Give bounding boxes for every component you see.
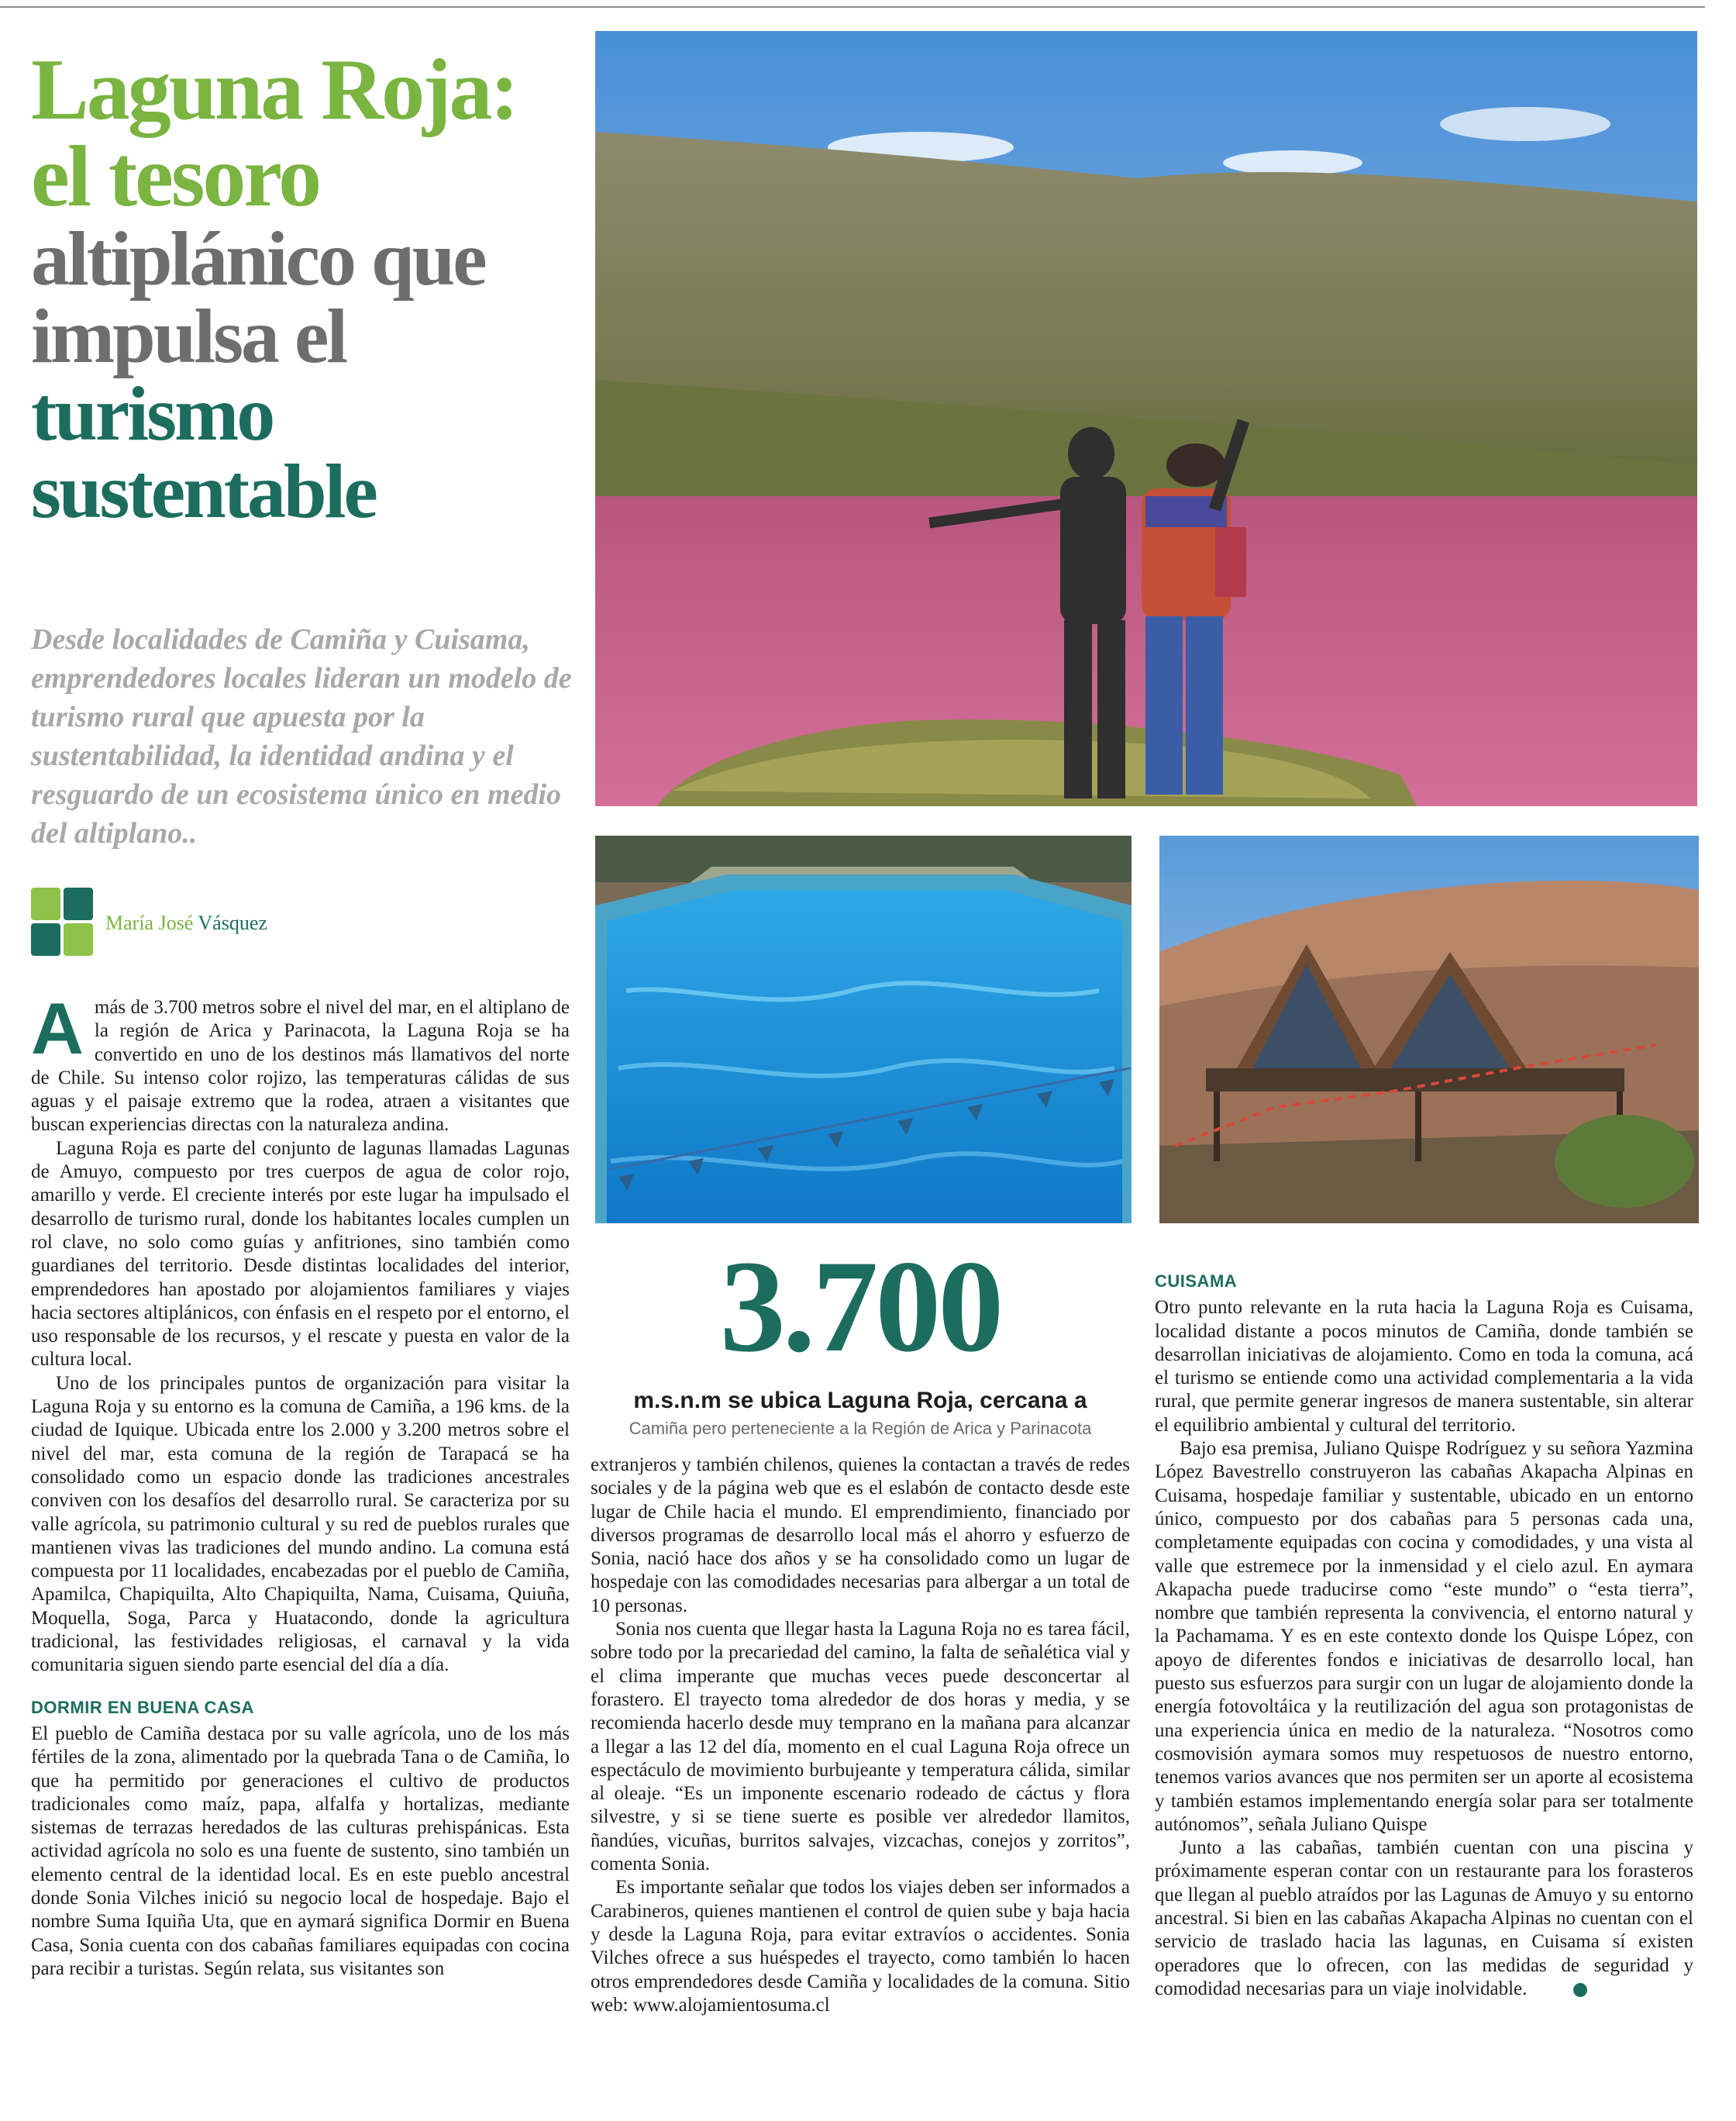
headline-line-1: Laguna Roja: — [31, 42, 517, 138]
paragraph-4: El pueblo de Camiña destaca por su valle agrícola, uno de los más fértiles de la zona, alimentado por la quebrada Tana o de Camiña, lo que ha permitido por generaciones el cultivo de productos tradicionales como maíz, papa, alfalfa y hortalizas, mediante sistemas de terrazas heredados de las culturas prehispánicas. Esta actividad agrícola no solo es una fuente de sustento, sino también un elemento central de la identidad local. Es en este pueblo ancestral donde Sonia Vilches inició su negocio local de hospedaje. Bajo el nombre Suma Iquiña Uta, que en aymará significa Dormir en Buena Casa, Sonia cuenta con dos cabañas familiares equipadas con cocina para recibir a turistas. Según relata, sus visitantes son — [31, 1723, 570, 1979]
headline-line-5: turismo — [31, 371, 274, 457]
lede: Desde localidades de Camiña y Cuisama, emprendedores locales lideran un modelo de turismo rural que apuesta por la sustentabilidad, la identidad andina y el resguardo de un ecosistema único en medio del altiplano.. — [31, 623, 572, 850]
paragraph-2: Laguna Roja es parte del conjunto de lagunas llamadas Lagunas de Amuyo, compuesto por tres cuerpos de agua de color rojo, amarillo y verde. El creciente interés por este lugar ha impulsado el desarrollo de turismo rural, donde los habitantes locales cumplen un rol clave, no solo como guías y anfitriones, sino también como guardianes del territorio. Desde distintas localidades del interior, emprendedores han apostado por alojamientos familiares y viajes hacia sectores altiplánicos, con énfasis en el respeto por el entorno, el uso responsable de los recursos, y el rescate y puesta en valor de la cultura local. — [31, 1137, 570, 1371]
paragraph-9: Bajo esa premisa, Juliano Quispe Rodríguez y su señora Yazmina López Bavestrello construyeron las cabañas Akapacha Alpinas en Cuisama, hospedaje familiar y sustentable, ubicado en un entorno único, compuesto por dos cabañas para 5 personas cada una, completamente equipadas con cocina y comodidades, y una vista al valle que estremece por la inmensidad y el cielo azul. En aymara Akapacha puede traducirse como “este mundo” o “esta tierra”, nombre que también representa la convivencia, el entorno natural y la Pachamama. Y es en este contexto donde los Quispe López, con apoyo de diferentes fondos e iniciativas de desarrollo local, han puesto sus esfuerzos para surgir con un lugar de alojamiento donde la energía fotovoltáica y la reutilización del agua son protagonistas de una experiencia única en medio de la naturaleza. “Nosotros como cosmovisión aymara somos muy respetuosos de nuestro entorno, tenemos varios avances que nos permiten ser un aporte al ecosistema y también estamos implementando energía solar para ser totalmente autónomos”, señala Juliano Quispe — [1155, 1438, 1693, 1835]
byline-first-name: María José — [105, 912, 194, 934]
pool-photo — [595, 836, 1132, 1223]
paragraph-3: Uno de los principales puntos de organización para visitar la Laguna Roja y su entorno es la comuna de Camiña, a 196 kms. de la ciudad de Iquique. Ubicada entre los 2.000 y 3.200 metros sobre el nivel del mar, esta comuna de la región de Tarapacá se ha consolidado como un espacio donde las tradiciones ancestrales conviven con los desafíos del desarrollo rural. Se caracteriza por su valle agrícola, su patrimonio cultural y su red de pueblos rurales que mantienen vivas las tradiciones del mundo andino. La comuna está compuesta por 11 localidades, encabezadas por el pueblo de Camiña, Apamilca, Chapiquilta, Alto Chapiquilta, Nama, Cuisama, Quiuña, Moquella, Soga, Parca y Huatacondo, donde la agricultura tradicional, las festividades religiosas, el carnaval y la vida comunitaria siguen siendo parte esencial del día a día. — [31, 1372, 570, 1676]
end-mark-icon — [1573, 1983, 1587, 1997]
section-heading-cuisama: CUISAMA — [1155, 1271, 1238, 1291]
headline — [31, 42, 574, 534]
stat-callout — [591, 1233, 1130, 1439]
headline-line-2: el tesoro — [31, 129, 320, 225]
stat-caption-line-2: Camiña pero perteneciente a la Región de Arica y Parinacota — [629, 1419, 1092, 1438]
paragraph-7: Es importante señalar que todos los viajes deben ser informados a Carabineros, quienes mantienen el control de quien sube y baja hacia y desde la Laguna Roja, para evitar extravíos o accidentes. Sonia Vilches ofrece a sus huéspedes el trayecto, como también lo hacen otros emprendedores desde Camiña y localidades de la comuna. Sitio web: www.alojamientosuma.cl — [591, 1877, 1130, 2016]
section-heading-dormir: DORMIR EN BUENA CASA — [31, 1697, 254, 1717]
headline-line-3: altiplánico que — [31, 216, 485, 302]
paragraph-10: Junto a las cabañas, también cuentan con una piscina y próximamente esperan contar con un restaurante para los forasteros que llegan al pueblo atraídos por las Lagunas de Amuyo y su entorno ancestral. Si bien en las cabañas Akapacha Alpinas no cuentan con el servicio de traslado hacia las lagunas, en Cuisama sí existen operadores que lo ofrecen, con las medidas de seguridad y comodidad necesarias para un viaje inolvidable. — [1155, 1837, 1693, 1999]
byline-last-name: Vásquez — [198, 912, 267, 934]
top-rule — [0, 6, 1705, 8]
paragraph-5: extranjeros y también chilenos, quienes la contactan a través de redes sociales y de la página web que es el eslabón de contacto desde este lugar de Chile hacia el mundo. El emprendimiento, financiado por diversos programas de desarrollo local más el ahorro y esfuerzo de Sonia, nació hace dos años y se ha consolidado como un lugar de hospedaje con las comodidades necesarias para albergar a un total de 10 personas. — [591, 1454, 1130, 1616]
article-column-3 — [1155, 1270, 1693, 2001]
headline-line-6: sustentable — [31, 448, 376, 534]
stat-number: 3.700 — [719, 1233, 1001, 1379]
cabins-photo — [1159, 836, 1699, 1223]
paragraph-8: Otro punto relevante en la ruta hacia la Laguna Roja es Cuisama, localidad distante a pocos minutos de Camiña, donde también se desarrollan iniciativas de alojamiento. Como en toda la comuna, acá el turismo se entiende como una actividad complementaria a la vida rural, que permite generar ingresos de manera sustentable, sin alterar el equilibrio ambiental y cultural del territorio. — [1155, 1297, 1693, 1436]
stat-caption-line-1: m.s.n.m se ubica Laguna Roja, cercana a — [633, 1388, 1087, 1413]
paragraph-1: A más de 3.700 metros sobre el nivel del mar, en el altiplano de la región de Arica y Parinacota, la Laguna Roja se ha convertido en uno de los destinos más llamativos del norte de Chile. Su intenso color rojizo, las temperaturas cálidas de sus aguas y el paisaje extremo que la rodea, atraen a visitantes que buscan experiencias directas con la naturaleza andina. — [31, 988, 570, 1136]
paragraph-6: Sonia nos cuenta que llegar hasta la Laguna Roja no es tarea fácil, sobre todo por la precariedad del camino, la falta de señalética vial y el clima imperante que muchas veces puede desconcertar al forastero. El trayecto toma alrededor de dos horas y media, y se recomienda hacerlo desde muy temprano en la mañana para alcanzar a llegar a las 12 del día, momento en el cual Laguna Roja ofrece un espectáculo de movimiento burbujeante y temperatura cálida, similar al oleaje. “Es un imponente escenario rodeado de cáctus y flora silvestre, y si se tiene suerte es posible ver alrededor llamitos, ñandúes, vicuñas, burritos salvajes, vizcachas, conejos y zorritos”, comenta Sonia. — [591, 1619, 1130, 1875]
main-photo-laguna-roja — [595, 31, 1697, 806]
byline-author — [105, 912, 267, 935]
article-column-1 — [31, 988, 570, 1981]
dropcap: A — [31, 988, 84, 1069]
section-logo-icon — [31, 888, 95, 959]
article-column-2 — [591, 1454, 1130, 2017]
headline-line-4: impulsa el — [31, 293, 346, 379]
byline — [31, 888, 267, 959]
